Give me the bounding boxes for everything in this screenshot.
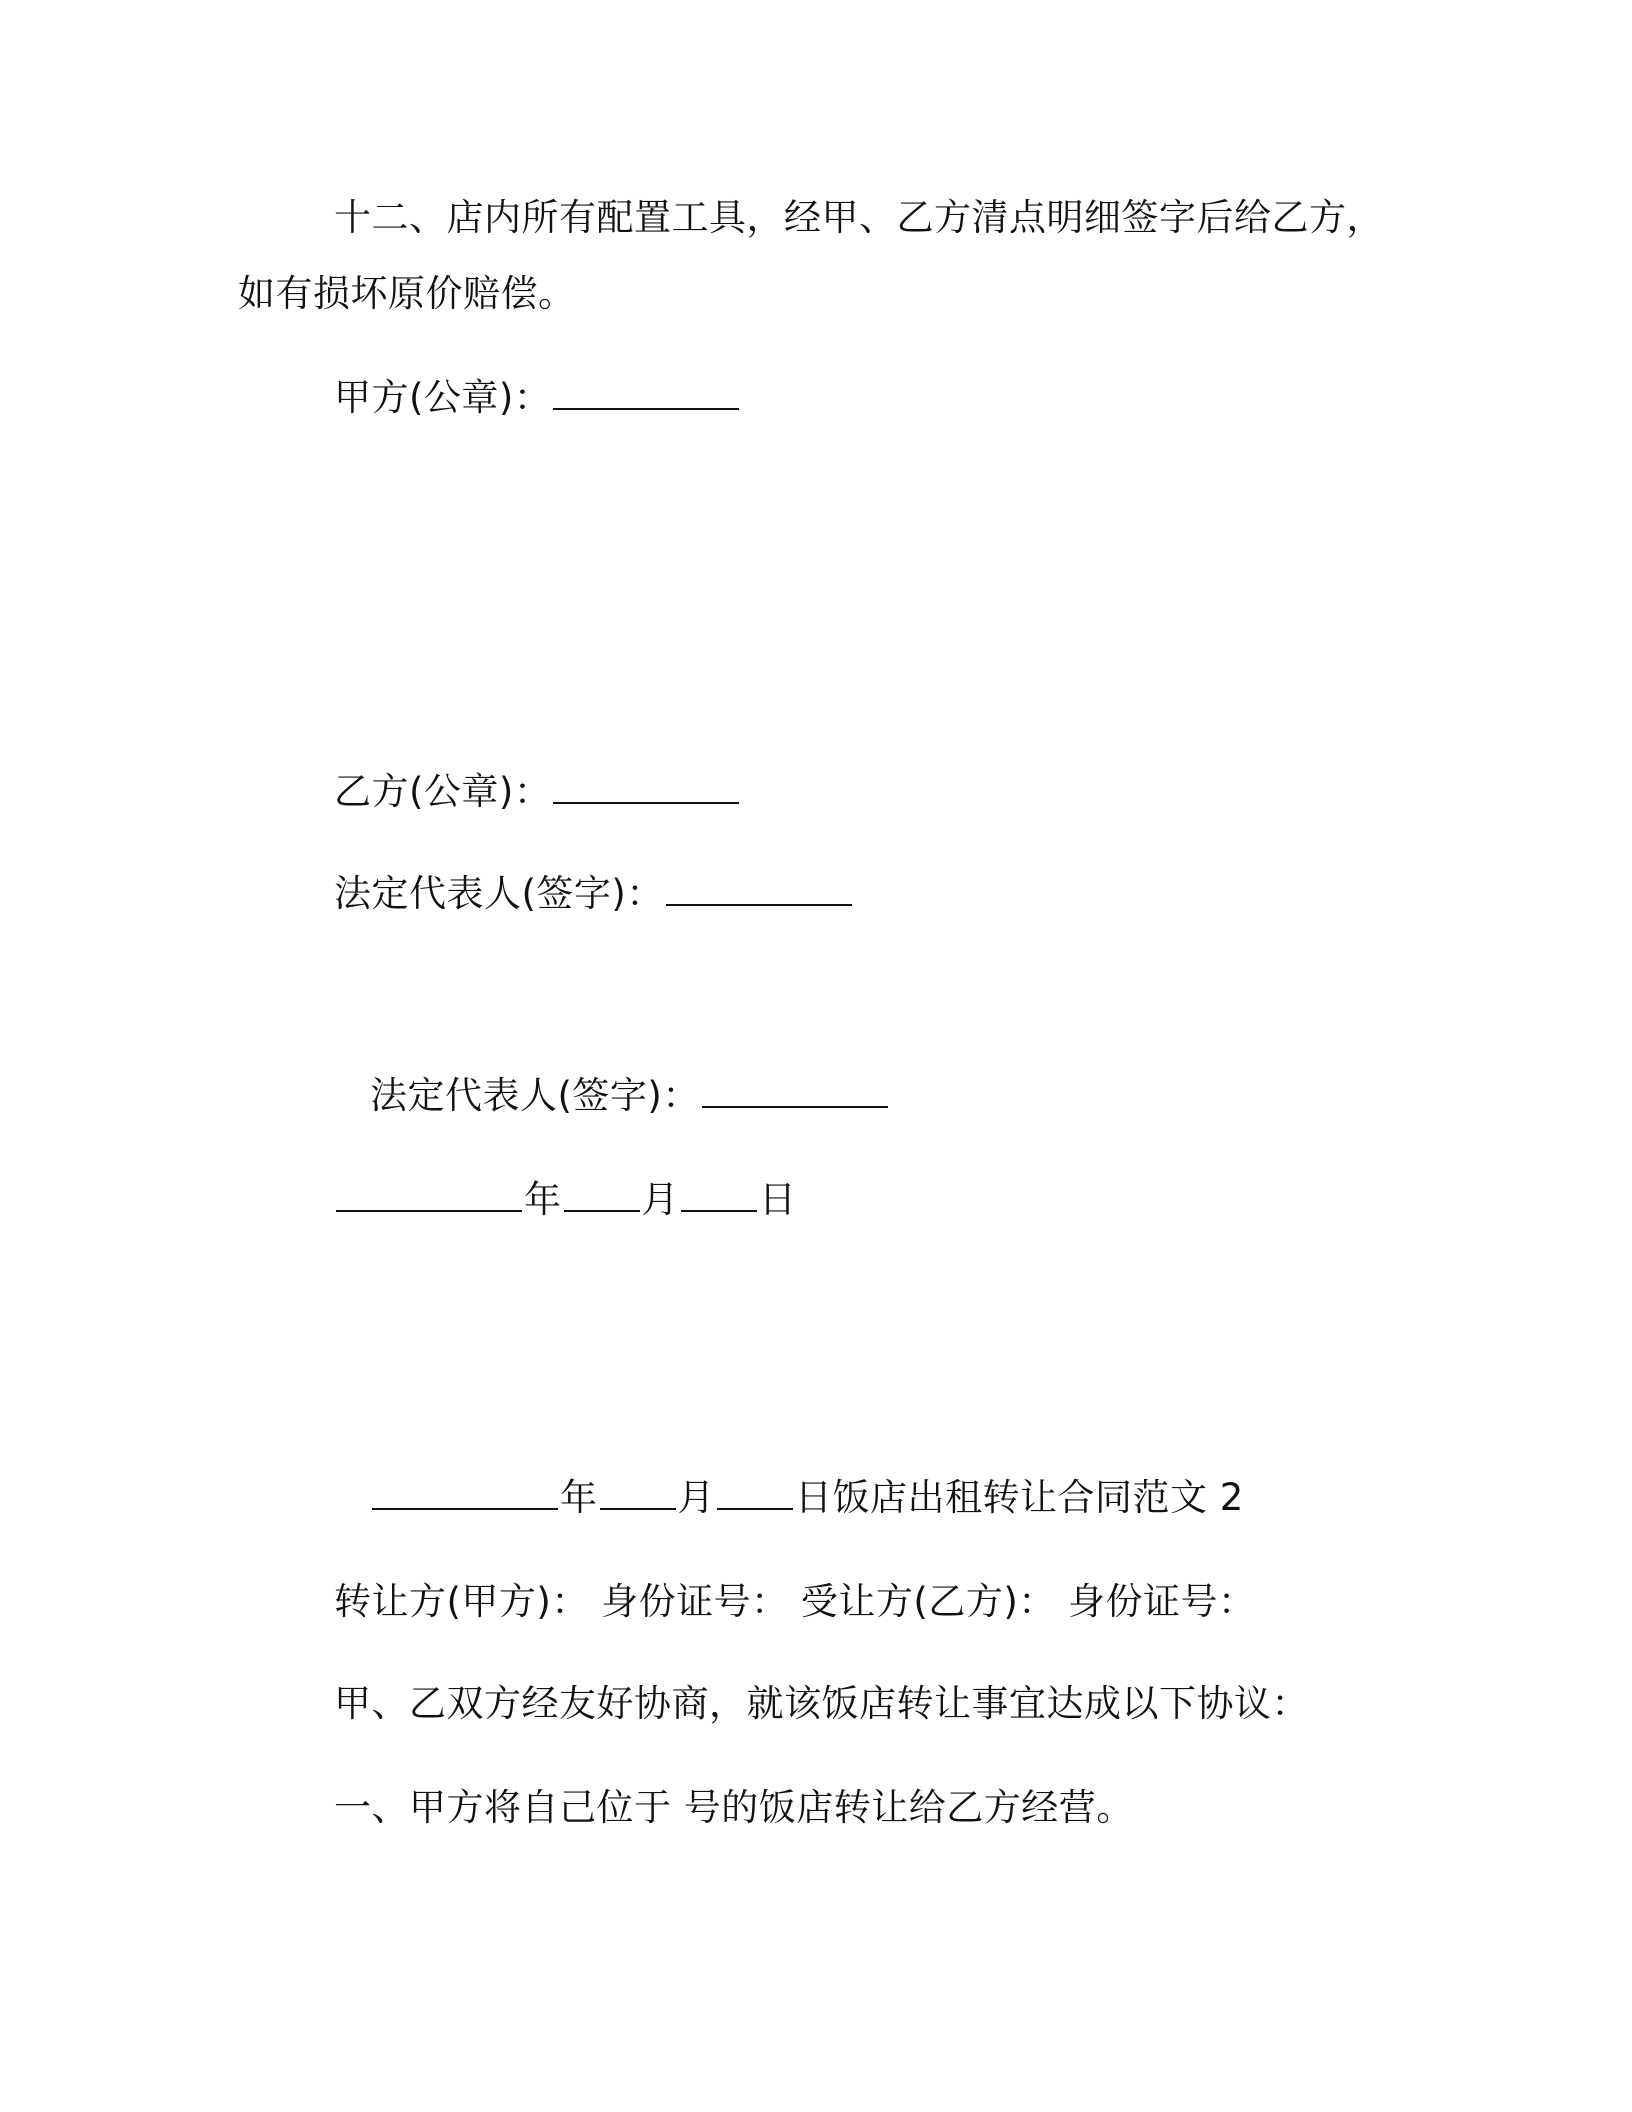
date-month-label: 月 [641,1178,679,1221]
title-month-label: 月 [677,1476,715,1519]
party-a-seal-label: 甲方(公章)： [334,376,552,419]
clause-1-line: 一、甲方将自己位于 号的饭店转让给乙方经营。 [334,1786,1134,1829]
date-day-blank [681,1180,757,1212]
party-b-seal-row [334,768,741,816]
title-month-blank [600,1478,676,1510]
second-contract-title-row [370,1474,1244,1522]
date-day-label: 日 [759,1178,797,1221]
legal-rep-label-2: 法定代表人(签字)： [370,1074,700,1117]
clause-12-line-2: 如有损坏原价赔偿。 [238,272,576,315]
second-contract-title: 日饭店出租转让合同范文 2 [795,1476,1244,1519]
party-b-seal-blank [553,772,739,804]
legal-rep-label-1: 法定代表人(签字)： [334,872,664,915]
date-row [334,1176,797,1224]
legal-rep-row-2 [370,1072,890,1120]
date-month-blank [564,1180,640,1212]
party-a-seal-row [334,374,741,422]
parties-line: 转让方(甲方)： 身份证号： 受让方(乙方)： 身份证号： [334,1580,1256,1623]
legal-rep-blank-1 [666,874,852,906]
title-year-label: 年 [560,1476,598,1519]
date-year-blank [336,1180,522,1212]
intro-line: 甲、乙双方经友好协商，就该饭店转让事宜达成以下协议： [334,1682,1309,1725]
date-year-label: 年 [524,1178,562,1221]
legal-rep-blank-2 [702,1076,888,1108]
party-a-seal-blank [553,378,739,410]
title-year-blank [372,1478,558,1510]
party-b-seal-label: 乙方(公章)： [334,770,552,813]
clause-12-line-1: 十二、店内所有配置工具，经甲、乙方清点明细签字后给乙方， [334,196,1384,239]
title-day-blank [717,1478,793,1510]
legal-rep-row-1 [334,870,854,918]
